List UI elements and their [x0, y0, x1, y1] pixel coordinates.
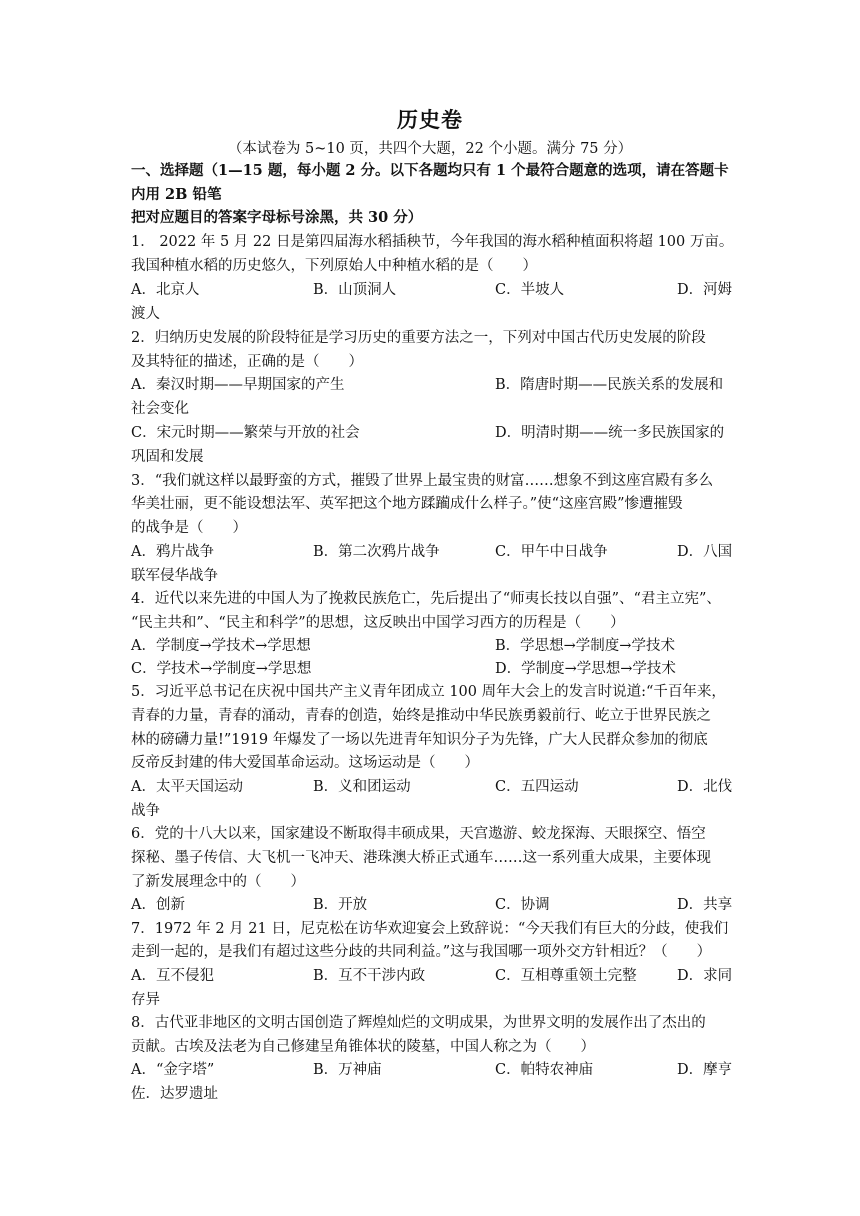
question-stem-line: 6．党的十八大以来，国家建设不断取得丰硕成果，天宫遨游、蛟龙探海、天眼探空、悟空 [131, 826, 706, 842]
section-heading-line-1: 一、选择题（1—15 题，每小题 2 分。以下各题均只有 1 个最符合题意的选项，请在答题卡 [131, 162, 729, 179]
option-b: B．万神庙 [313, 1062, 382, 1078]
option-d-wrap: 存异 [131, 992, 160, 1008]
option-a: A．“金字塔” [131, 1062, 215, 1078]
option-b: B．山顶洞人 [313, 282, 397, 298]
question-stem-line: 林的磅礴力量!”1919 年爆发了一场以先进青年知识分子为先锋，广大人民群众参加的彻底 [131, 732, 708, 748]
option-d-wrap: 联军侵华战争 [131, 568, 218, 584]
option-d: D．北伐 [677, 779, 733, 795]
option-c: C．半坡人 [495, 282, 565, 298]
option-c: C．五四运动 [495, 779, 579, 795]
question-stem-line: 1． 2022 年 5 月 22 日是第四届海水稻插秧节，今年我国的海水稻种植面积将超 100 万亩。 [131, 234, 734, 250]
question-stem-line: 8．古代亚非地区的文明古国创造了辉煌灿烂的文明成果，为世界文明的发展作出了杰出的 [131, 1015, 706, 1031]
section-heading-line-2: 内用 2B 铅笔 [131, 186, 222, 203]
question-stem-line: 及其特征的描述，正确的是（ ） [131, 354, 363, 370]
option-a: A．北京人 [131, 282, 200, 298]
option-c: C．宋元时期——繁荣与开放的社会 [131, 425, 360, 441]
option-a: A．秦汉时期——早期国家的产生 [131, 377, 345, 393]
question-stem-line: 走到一起的，是我们有超过这些分歧的共同利益。”这与我国哪一项外交方针相近？（ ） [131, 944, 712, 960]
question-stem-line: 反帝反封建的伟大爱国革命运动。这场运动是（ ） [131, 755, 479, 771]
option-b: B．学思想→学制度→学技术 [495, 638, 675, 654]
option-a: A．互不侵犯 [131, 968, 214, 984]
option-d: D．共享 [677, 897, 733, 913]
question-stem-line: 我国种植水稻的历史悠久，下列原始人中种植水稻的是（ ） [131, 258, 537, 274]
option-b: B．第二次鸦片战争 [313, 544, 440, 560]
option-d: D．八国 [677, 544, 733, 560]
option-c: C．协调 [495, 897, 550, 913]
section-heading-line-3: 把对应题目的答案字母标号涂黑，共 30 分） [131, 209, 423, 226]
option-d: D．摩亨 [677, 1062, 733, 1078]
option-b: B．互不干涉内政 [313, 968, 426, 984]
option-a: A．鸦片战争 [131, 544, 214, 560]
question-stem-line: 探秘、墨子传信、大飞机一飞冲天、港珠澳大桥正式通车……这一系列重大成果，主要体现 [131, 850, 711, 866]
question-stem-line: 2．归纳历史发展的阶段特征是学习历史的重要方法之一，下列对中国古代历史发展的阶段 [131, 330, 706, 346]
question-stem-line: 5．习近平总书记在庆祝中国共产主义青年团成立 100 周年大会上的发言时说道:“千百年来， [131, 684, 726, 700]
question-stem-line: 了新发展理念中的（ ） [131, 874, 305, 890]
option-d-wrap: 巩固和发展 [131, 449, 204, 465]
option-d-wrap: 战争 [131, 803, 160, 819]
page-title: 历史卷 [397, 107, 463, 132]
option-a: A．创新 [131, 897, 185, 913]
question-stem-line: 贡献。古埃及法老为自己修建呈角锥体状的陵墓，中国人称之为（ ） [131, 1039, 595, 1055]
option-c: C．互相尊重领土完整 [495, 968, 637, 984]
option-d: D．明清时期——统一多民族国家的 [495, 425, 725, 441]
option-a: A．太平天国运动 [131, 779, 243, 795]
option-b: B．开放 [313, 897, 368, 913]
question-stem-line: “民主共和”、“民主和科学”的思想，这反映出中国学习西方的历程是（ ） [131, 615, 625, 631]
option-d: D．求同 [677, 968, 733, 984]
page-subtitle: （本试卷为 5~10 页，共四个大题，22 个小题。满分 75 分） [227, 141, 633, 157]
option-a: A．学制度→学技术→学思想 [131, 638, 311, 654]
question-stem-line: 7．1972 年 2 月 21 日，尼克松在访华欢迎宴会上致辞说：“今天我们有巨大的分歧，使我们 [131, 921, 729, 937]
option-d-wrap: 渡人 [131, 306, 160, 322]
option-d-wrap: 佐．达罗遗址 [131, 1086, 218, 1102]
option-b: B．义和团运动 [313, 779, 411, 795]
option-b-wrap: 社会变化 [131, 401, 189, 417]
question-stem-line: 的战争是（ ） [131, 520, 247, 536]
option-c: C．学技术→学制度→学思想 [131, 661, 312, 677]
option-c: C．甲午中日战争 [495, 544, 608, 560]
option-d: D．学制度→学思想→学技术 [495, 661, 676, 677]
question-stem-line: 青春的力量，青春的涌动，青春的创造，始终是推动中华民族勇毅前行、屹立于世界民族之 [131, 708, 711, 724]
question-stem-line: 华美壮丽，更不能设想法军、英军把这个地方蹂躏成什么样子。”使“这座宫殿”惨遭摧毁 [131, 496, 683, 512]
option-b: B．隋唐时期——民族关系的发展和 [495, 377, 724, 393]
question-stem-line: 3．“我们就这样以最野蛮的方式，摧毁了世界上最宝贵的财富……想象不到这座宫殿有多么 [131, 473, 714, 489]
option-d: D．河姆 [677, 282, 733, 298]
option-c: C．帕特农神庙 [495, 1062, 594, 1078]
question-stem-line: 4．近代以来先进的中国人为了挽救民族危亡，先后提出了“师夷长技以自强”、“君主立宪”、 [131, 591, 721, 607]
